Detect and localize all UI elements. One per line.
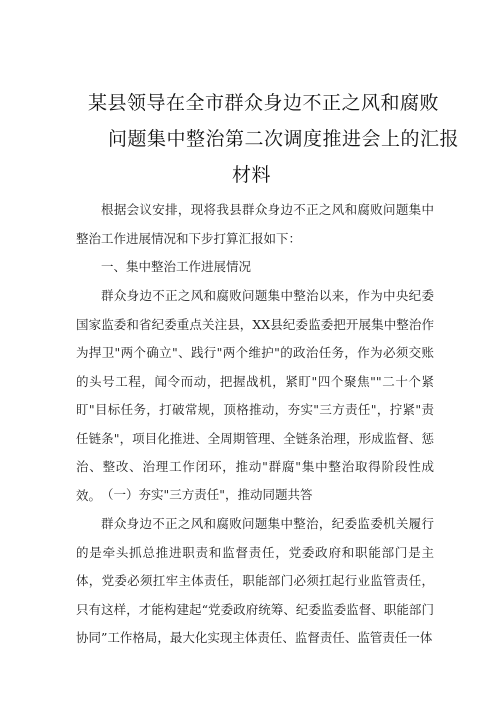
document-title-line-3: 材料 <box>232 164 272 186</box>
document-title-line-2: 问题集中整治第二次调度推进会上的汇报 <box>108 128 460 150</box>
subsection-heading-1: （一）夯实"三方责任"，推动同题共答 <box>101 487 313 502</box>
body-paragraph-2: 群众身边不正之风和腐败问题集中整治，纪委监委机关履行的是牵头抓总推进职责和监督责任，党委政府和职能部门是主体，党委必须扛牢主体责任，职能部门必须扛起行业监管责任，只有这样，才能构建起“党委政府统筹、纪委监委监督、职能部门协同”工作格局，最大化实现主体责任、监督责任、监管责任一体 <box>76 516 434 645</box>
document-title-line-1: 某县领导在全市群众身边不正之风和腐败 <box>88 92 440 114</box>
intro-paragraph: 根据会议安排，现将我县群众身边不正之风和腐败问题集中整治工作进展情况和下步打算汇报如下： <box>76 202 434 246</box>
body-paragraph-1: 群众身边不正之风和腐败问题集中整治以来，作为中央纪委国家监委和省纪委重点关注县，XX县纪委监委把开展集中整治作为捍卫"两个确立"、践行"两个维护"的政治任务，作为必须交账的头号工程，闻令而动，把握战机，紧盯"四个聚焦""二十个紧盯"目标任务，打破常规，顶格推动，夯实"三方责任"，拧紧"责任链条"，项目化推进、全周期管理、全链条治理，形成监督、惩治、整改、治理工作闭环，推动"群腐"集中整治取得阶段性成效。 <box>76 288 434 503</box>
section-heading-1: 一、集中整治工作进展情况 <box>101 259 252 274</box>
